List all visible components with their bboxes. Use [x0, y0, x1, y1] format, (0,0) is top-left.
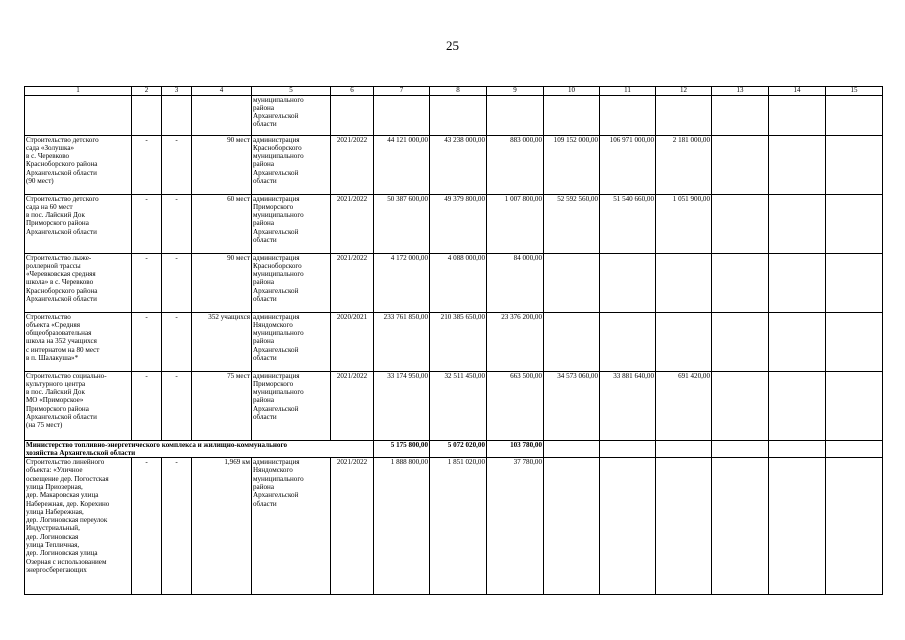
table-cell	[25, 95, 132, 135]
table-cell: -	[162, 312, 192, 371]
table-cell: 34 573 060,00	[544, 371, 600, 440]
table-row	[25, 371, 883, 440]
table-cell: -	[162, 253, 192, 312]
table-cell: Строительство детского сада на 60 мест в пос. Лайский Док Приморского района Архангельской области	[25, 194, 132, 253]
table-cell: 52 592 560,00	[544, 194, 600, 253]
column-header: 4	[192, 87, 252, 96]
table-cell	[826, 458, 883, 595]
table-cell	[132, 95, 162, 135]
table-cell	[826, 312, 883, 371]
table-cell: 5 175 800,00	[374, 440, 430, 458]
table-cell: 50 387 600,00	[374, 194, 430, 253]
table-cell: 663 500,00	[487, 371, 544, 440]
table-cell: -	[162, 458, 192, 595]
table-cell	[544, 440, 600, 458]
table-cell: 1,969 км	[192, 458, 252, 595]
table-cell	[656, 458, 712, 595]
table-cell: -	[132, 194, 162, 253]
table-cell	[656, 253, 712, 312]
table-cell	[487, 95, 544, 135]
table-cell	[769, 95, 826, 135]
table-cell: администрация Приморского муниципального района Архангельской области	[252, 194, 331, 253]
table-cell: -	[132, 312, 162, 371]
table-cell	[769, 312, 826, 371]
table-cell	[769, 458, 826, 595]
table-cell: 4 088 000,00	[430, 253, 487, 312]
table-cell: 33 881 640,00	[600, 371, 656, 440]
table-cell: 109 152 000,00	[544, 135, 600, 194]
table-cell: администрация Няндомского муниципального района Архангельской области	[252, 458, 331, 595]
table-cell: 106 971 000,00	[600, 135, 656, 194]
table-cell	[712, 194, 769, 253]
table-cell: 43 238 000,00	[430, 135, 487, 194]
table-cell: 352 учащихся	[192, 312, 252, 371]
table-cell: 51 540 660,00	[600, 194, 656, 253]
table-cell: -	[132, 253, 162, 312]
table-cell	[826, 440, 883, 458]
table-cell	[600, 253, 656, 312]
table-cell	[826, 95, 883, 135]
table-cell: 103 780,00	[487, 440, 544, 458]
column-header: 13	[712, 87, 769, 96]
column-header: 10	[544, 87, 600, 96]
table-cell	[769, 194, 826, 253]
table-cell	[544, 458, 600, 595]
table-cell: 883 000,00	[487, 135, 544, 194]
table-header-row	[25, 87, 883, 96]
table-row	[25, 458, 883, 595]
table-cell	[374, 95, 430, 135]
table-cell	[600, 458, 656, 595]
table-cell	[192, 95, 252, 135]
column-header: 1	[25, 87, 132, 96]
table-cell: Строительство лыже- роллерной трассы «Черевковская средняя школа» в с. Черевково Красноборского района Архангельской области	[25, 253, 132, 312]
table-row	[25, 95, 883, 135]
table-cell	[600, 95, 656, 135]
table-cell: 32 511 450,00	[430, 371, 487, 440]
table-cell: 90 мест	[192, 253, 252, 312]
table-cell	[712, 458, 769, 595]
table-cell	[600, 312, 656, 371]
table-cell: 60 мест	[192, 194, 252, 253]
table-cell: 1 851 020,00	[430, 458, 487, 595]
table-cell	[769, 135, 826, 194]
table-cell: 84 000,00	[487, 253, 544, 312]
section-title: Министерство топливно-энергетического комплекса и жилищно-коммунального хозяйства Архангельской области	[25, 440, 374, 458]
table-cell: -	[162, 194, 192, 253]
table-cell	[826, 371, 883, 440]
table-cell: администрация Няндомского муниципального района Архангельской области	[252, 312, 331, 371]
table-cell	[331, 95, 374, 135]
table-cell: 2 181 000,00	[656, 135, 712, 194]
table-cell: 233 761 850,00	[374, 312, 430, 371]
table-cell: 90 мест	[192, 135, 252, 194]
table-cell: 75 мест	[192, 371, 252, 440]
table-cell	[656, 95, 712, 135]
table-cell: 210 385 650,00	[430, 312, 487, 371]
table-row	[25, 194, 883, 253]
table-cell: Строительство социально- культурного центра в пос. Лайский Док МО «Приморское» Приморского района Архангельской области (на 75 мест)	[25, 371, 132, 440]
column-header: 3	[162, 87, 192, 96]
table-cell: 1 007 800,00	[487, 194, 544, 253]
table-row	[25, 312, 883, 371]
table-cell	[826, 253, 883, 312]
table-cell: 49 379 800,00	[430, 194, 487, 253]
table-cell: -	[132, 458, 162, 595]
table-cell: -	[162, 135, 192, 194]
table-cell: -	[132, 135, 162, 194]
table-cell	[544, 312, 600, 371]
column-header: 11	[600, 87, 656, 96]
table-cell	[656, 440, 712, 458]
table-cell: администрация Красноборского муниципального района Архангельской области	[252, 253, 331, 312]
table-cell	[712, 312, 769, 371]
page-number: 25	[446, 38, 459, 53]
table-cell: 1 051 900,00	[656, 194, 712, 253]
budget-table	[24, 86, 883, 595]
table-cell	[769, 440, 826, 458]
table-cell	[769, 253, 826, 312]
table-cell	[600, 440, 656, 458]
table-cell	[826, 194, 883, 253]
column-header: 9	[487, 87, 544, 96]
table-cell: 37 780,00	[487, 458, 544, 595]
table-cell: 23 376 200,00	[487, 312, 544, 371]
column-header: 7	[374, 87, 430, 96]
table-cell	[712, 440, 769, 458]
table-cell: -	[162, 371, 192, 440]
table-cell: 2021/2022	[331, 253, 374, 312]
column-header: 15	[826, 87, 883, 96]
table-cell: -	[132, 371, 162, 440]
table-cell	[430, 95, 487, 135]
column-header: 8	[430, 87, 487, 96]
table-row	[25, 253, 883, 312]
column-header: 6	[331, 87, 374, 96]
table-cell	[544, 95, 600, 135]
table-cell	[544, 253, 600, 312]
table-cell	[769, 371, 826, 440]
column-header: 14	[769, 87, 826, 96]
table-cell: 691 420,00	[656, 371, 712, 440]
column-header: 12	[656, 87, 712, 96]
table-cell: 33 174 950,00	[374, 371, 430, 440]
table-cell: 5 072 020,00	[430, 440, 487, 458]
table-cell: муниципального района Архангельской области	[252, 95, 331, 135]
table-cell: 2021/2022	[331, 194, 374, 253]
table-cell	[712, 371, 769, 440]
column-header: 2	[132, 87, 162, 96]
table-cell: 2020/2021	[331, 312, 374, 371]
table-cell	[826, 135, 883, 194]
table-cell: администрация Приморского муниципального района Архангельской области	[252, 371, 331, 440]
table-cell: 1 888 800,00	[374, 458, 430, 595]
section-row	[25, 440, 883, 458]
table-cell: администрация Красноборского муниципального района Архангельской области	[252, 135, 331, 194]
table-cell: 2021/2022	[331, 458, 374, 595]
table-cell	[712, 135, 769, 194]
table-row	[25, 135, 883, 194]
table-cell: 2021/2022	[331, 135, 374, 194]
table-cell	[712, 95, 769, 135]
table-cell: Строительство детского сада «Золушка» в с. Черевково Красноборского района Архангельской области (90 мест)	[25, 135, 132, 194]
column-header: 5	[252, 87, 331, 96]
table-cell	[656, 312, 712, 371]
table-cell	[162, 95, 192, 135]
table-cell: Строительство линейного объекта: «Уличное освещение дер. Погостская улица Приозерная, дер. Макаровская улица Набережная, дер. Корехино улица Набережная, дер. Логиновская переулок Индустриальный, дер. Логиновская улица Тепличная, дер. Логиновская улица Озерная с использованием энергосберегающих	[25, 458, 132, 595]
table-cell: 2021/2022	[331, 371, 374, 440]
table-cell: 44 121 000,00	[374, 135, 430, 194]
table-cell: Строительство объекта «Средняя общеобразовательная школа на 352 учащихся с интернатом на 80 мест в п. Шалакуша»*	[25, 312, 132, 371]
table-cell: 4 172 000,00	[374, 253, 430, 312]
table-cell	[712, 253, 769, 312]
